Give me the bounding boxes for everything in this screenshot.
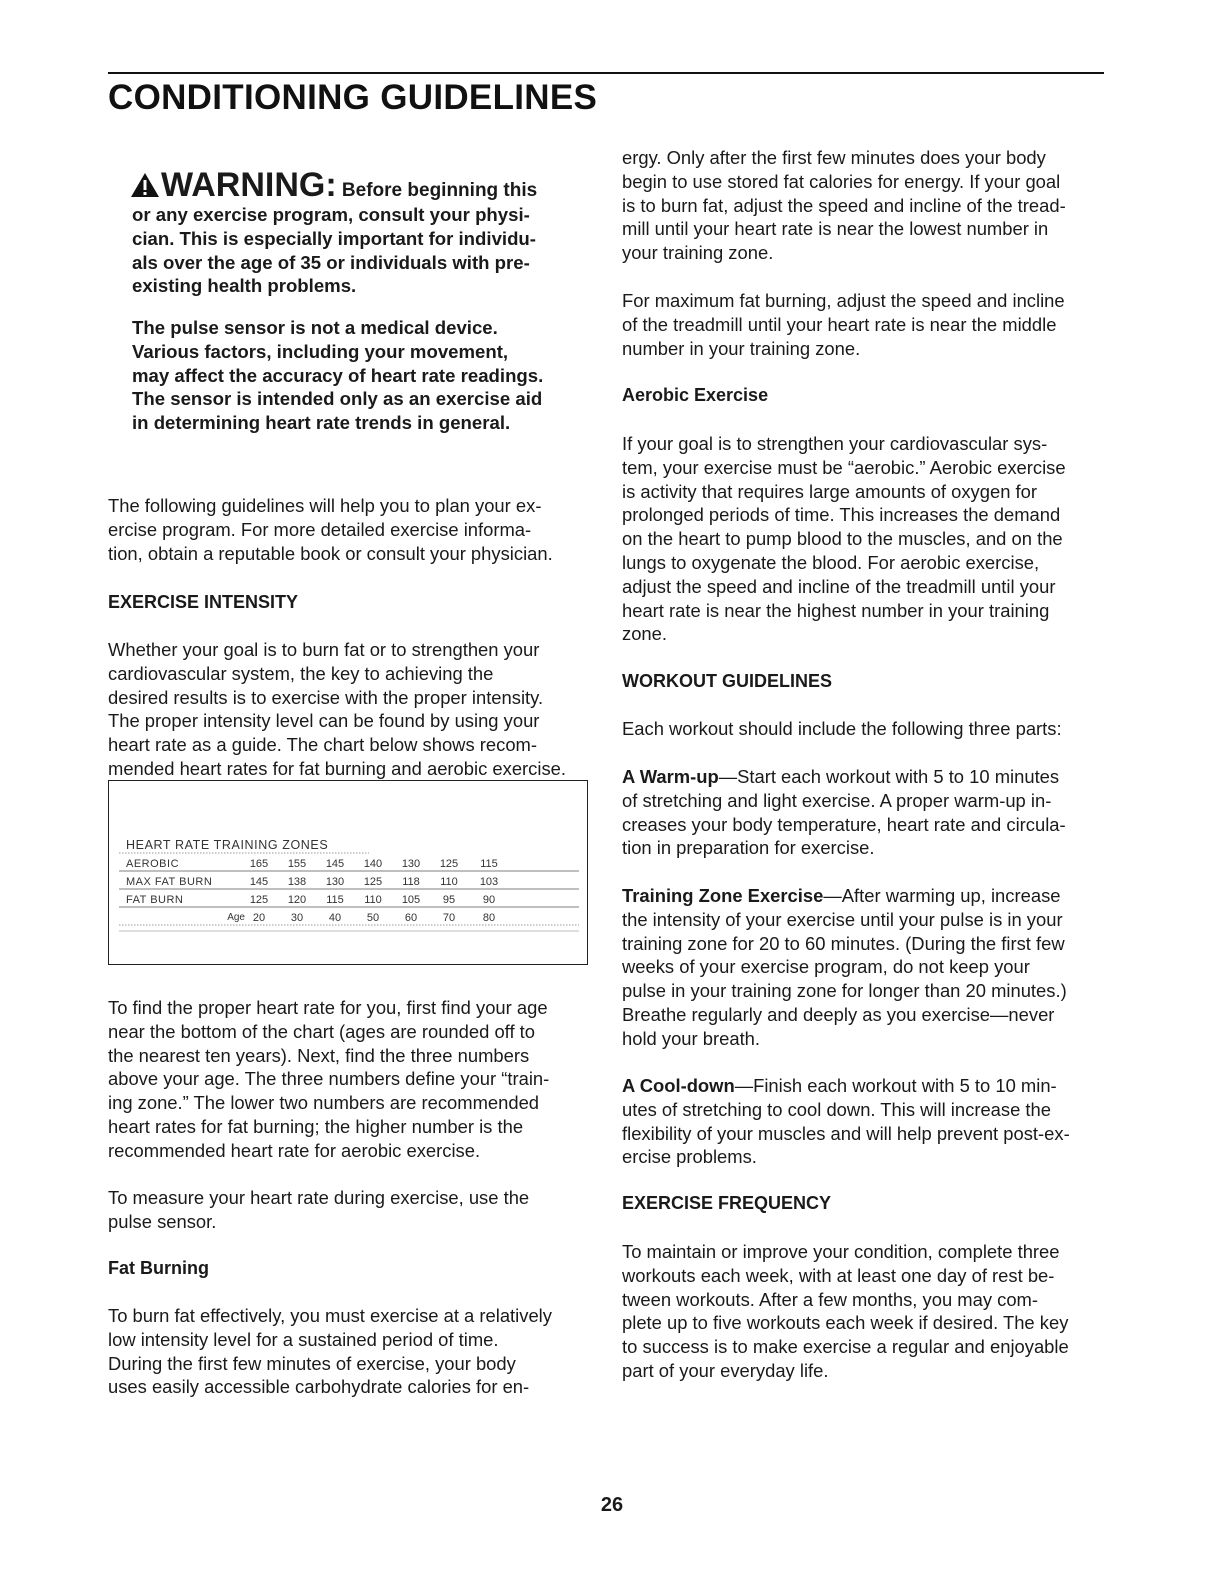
zone-value: 105 <box>401 894 421 906</box>
aerobic-paragraph: If your goal is to strengthen your cardiovascular sys- tem, your exercise must be “aerobic.” Aerobic exercise is activity that requires large amounts of oxygen for prolonged periods of time. This increases the demand on the heart to pump blood to the muscles, and on the lungs to oxygenate the blood. For aerobic exercise, adjust the speed and incline of the treadmill until your heart rate is near the highest number in your training zone. <box>622 433 1066 645</box>
age-tick: 40 <box>328 912 342 924</box>
row-label-max-fat-burn: MAX FAT BURN <box>126 876 213 888</box>
chart-title: HEART RATE TRAINING ZONES <box>126 838 329 852</box>
fat-burning-heading: Fat Burning <box>108 1258 209 1278</box>
measure-paragraph: To measure your heart rate during exercise, use the pulse sensor. <box>108 1187 530 1232</box>
fat-burning-paragraph-left: To burn fat effectively, you must exercise at a relatively low intensity level for a sustained period of time. During the first few minutes of exercise, your body uses easily accessible carbohydrate calories for en- <box>108 1305 552 1398</box>
zone-value: 110 <box>440 876 458 888</box>
warning-heading <box>130 166 600 205</box>
heart-rate-chart <box>108 780 588 965</box>
workout-guidelines-heading: WORKOUT GUIDELINES <box>622 671 832 691</box>
zone-value: 130 <box>401 858 421 870</box>
zone-value: 125 <box>249 894 269 906</box>
workout-intro: Each workout should include the following three parts: <box>622 718 1062 739</box>
max-fat-burning-paragraph: For maximum fat burning, adjust the speed and incline of the treadmill until your heart rate is near the middle number in your training zone. <box>622 290 1065 359</box>
zone-value: 125 <box>363 876 383 888</box>
heart-rate-chart-svg <box>109 781 589 966</box>
title-rule <box>108 72 1104 74</box>
cooldown-paragraph: A Cool-down—Finish each workout with 5 to 10 min- utes of stretching to cool down. This will increase the flexibility of your muscles and will help prevent post-ex- ercise problems. <box>622 1075 1070 1168</box>
zone-value: 145 <box>325 858 345 870</box>
age-tick: 60 <box>404 912 418 924</box>
zone-value: 145 <box>249 876 269 888</box>
zone-value: 95 <box>442 894 456 906</box>
zone-value: 155 <box>287 858 307 870</box>
row-label-fat-burn: FAT BURN <box>126 894 184 906</box>
warning-body-1: or any exercise program, consult your physi- cian. This is especially important for individu- als over the age of 35 or individuals with pre- existing health problems. <box>132 204 536 297</box>
zone-value: 120 <box>287 894 307 906</box>
zone-value: 165 <box>249 858 269 870</box>
intro-paragraph: The following guidelines will help you to plan your ex- ercise program. For more detailed exercise informa- tion, obtain a reputable book or consult your physician. <box>108 495 553 564</box>
zone-value: 115 <box>480 858 498 870</box>
age-tick: 80 <box>482 912 496 924</box>
page-number: 26 <box>600 1494 624 1516</box>
zone-value: 90 <box>482 894 496 906</box>
chart-explanation-paragraph: To find the proper heart rate for you, first find your age near the bottom of the chart (ages are rounded off to the nearest ten years). Next, find the three numbers above your age. The three numbers define your “train- ing zone.” The lower two numbers are recommended heart rates for fat burning; the higher number is the recommended heart rate for aerobic exercise. <box>108 997 550 1161</box>
training-zone-paragraph: Training Zone Exercise—After warming up, increase the intensity of your exercise until your pulse is in your training zone for 20 to 60 minutes. (During the first few weeks of your exercise program, do not keep your pulse in your training zone for longer than 20 minutes.) Breathe regularly and deeply as you exercise—never hold your breath. <box>622 885 1067 1049</box>
aerobic-heading: Aerobic Exercise <box>622 385 769 405</box>
age-tick: 50 <box>366 912 380 924</box>
exercise-intensity-heading: EXERCISE INTENSITY <box>108 592 299 612</box>
frequency-paragraph: To maintain or improve your condition, complete three workouts each week, with at least one day of rest be- tween workouts. After a few months, you may com- plete up to five workouts each week if desired. The key to success is to make exercise a regular and enjoyable part of your everyday life. <box>622 1241 1069 1381</box>
zone-value: 130 <box>325 876 345 888</box>
zone-value: 125 <box>439 858 459 870</box>
zone-value: 110 <box>364 894 382 906</box>
warning-rest: Before beginning this <box>336 180 538 201</box>
age-tick: 20 <box>252 912 266 924</box>
fat-burning-paragraph-right: ergy. Only after the first few minutes does your body begin to use stored fat calories for energy. If your goal is to burn fat, adjust the speed and incline of the tread- mill until your heart rate is near the lowest number in your training zone. <box>622 147 1066 264</box>
exercise-frequency-heading: EXERCISE FREQUENCY <box>622 1193 832 1213</box>
age-label: Age <box>227 912 245 923</box>
row-label-aerobic: AEROBIC <box>126 858 180 870</box>
zone-value: 118 <box>402 876 420 888</box>
warmup-paragraph: A Warm-up—Start each workout with 5 to 10 minutes of stretching and light exercise. A proper warm-up in- creases your body temperature, heart rate and circula- tion in preparation for exercise. <box>622 766 1066 859</box>
age-tick: 70 <box>442 912 456 924</box>
warning-triangle-icon <box>130 172 160 203</box>
zone-value: 103 <box>479 876 499 888</box>
zone-value: 140 <box>363 858 383 870</box>
zone-value: 138 <box>287 876 307 888</box>
page-title: CONDITIONING GUIDELINES <box>108 78 598 117</box>
zone-value: 115 <box>326 894 344 906</box>
warning-body-2: The pulse sensor is not a medical device. Various factors, including your movement, may affect the accuracy of heart rate readings. The sensor is intended only as an exercise aid in determining heart rate trends in general. <box>132 317 544 434</box>
warning-word: WARNING: <box>161 166 337 204</box>
age-tick: 30 <box>290 912 304 924</box>
exercise-intensity-paragraph: Whether your goal is to burn fat or to strengthen your cardiovascular system, the key to achieving the desired results is to exercise with the proper intensity. The proper intensity level can be found by using your heart rate as a guide. The chart below shows recom- mended heart rates for fat burning and aerobic exercise. <box>108 639 566 779</box>
